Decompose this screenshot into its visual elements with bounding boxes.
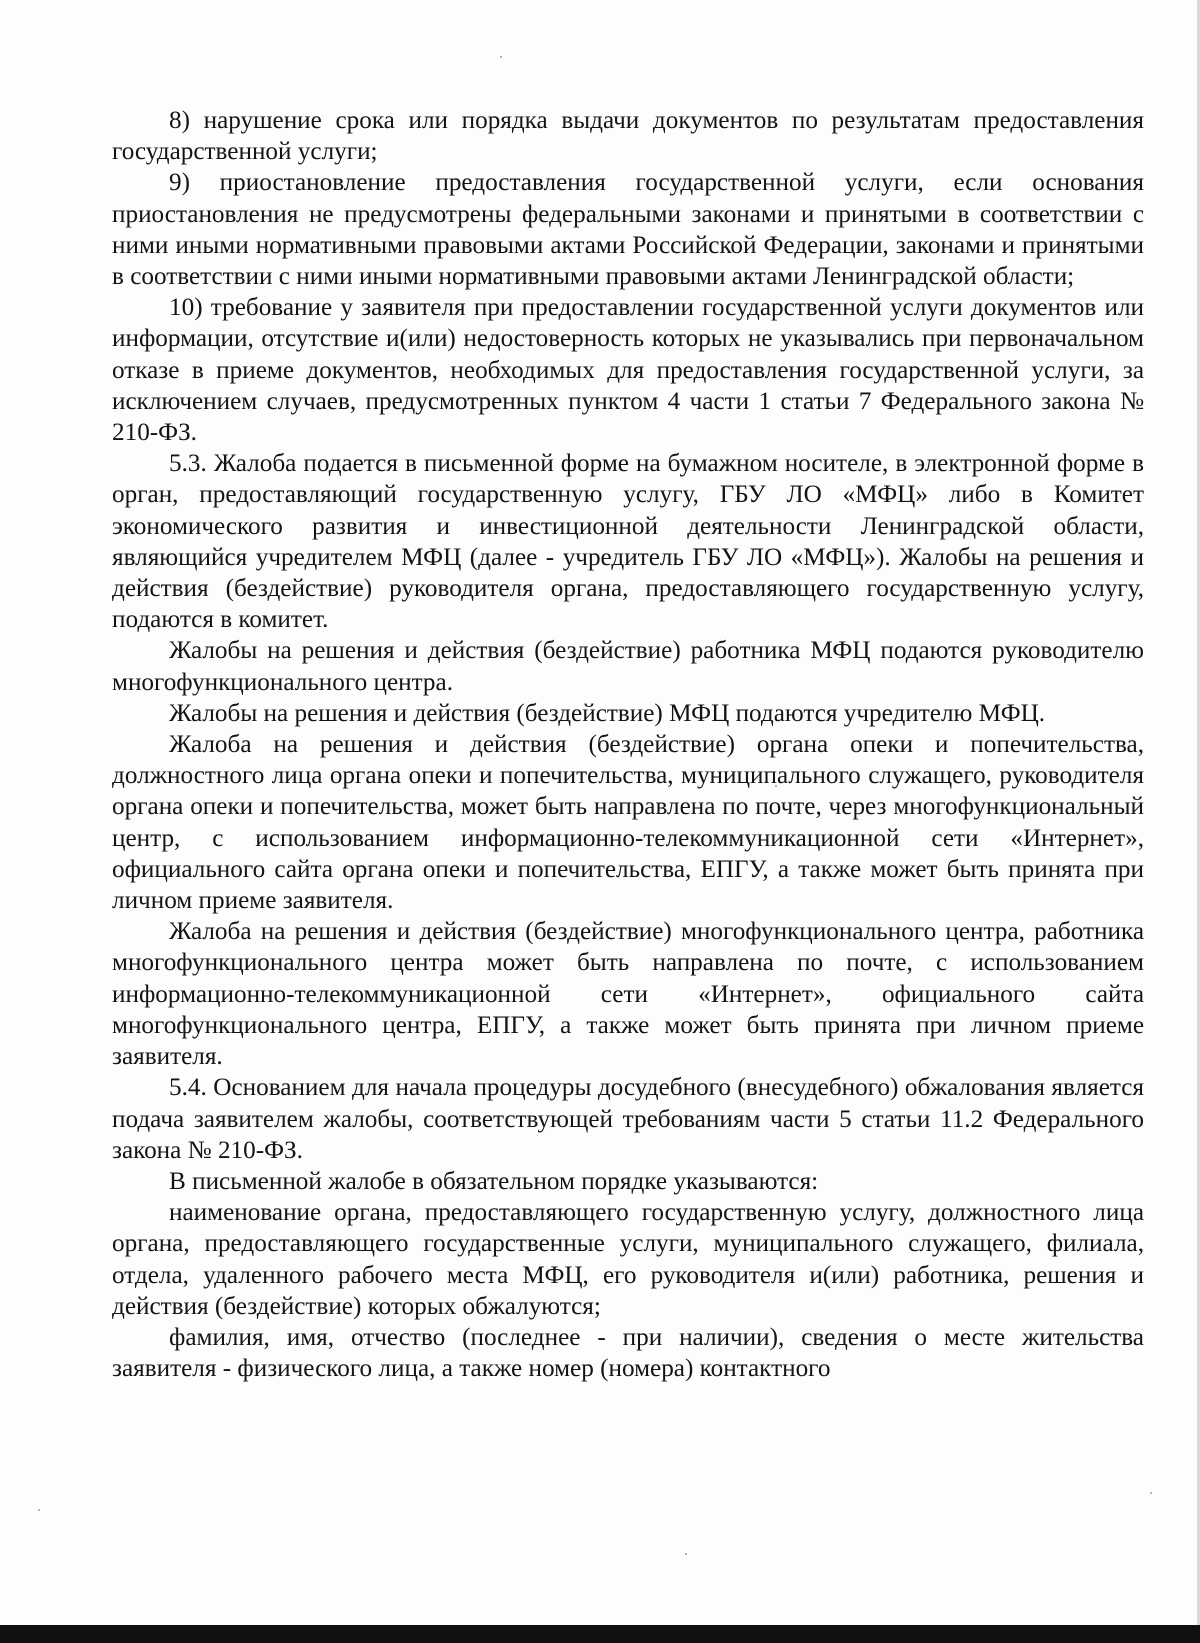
paragraph-5-4: 5.4. Основанием для начала процедуры досудебного (внесудебного) обжалования является подача заявителем жалобы, соответствующей требованиям части 5 статьи 11.2 Федерального закона № 210-ФЗ.	[112, 1074, 1144, 1164]
scan-speck	[685, 1553, 687, 1555]
paragraph-complaint-mfc-center: Жалоба на решения и действия (бездействие) многофункционального центра, работника многофункционального центра может быть направлена по почте, с использованием информационно-телекоммуникационной сети «Интернет», официального сайта многофункционального центра, ЕПГУ, а также может быть принята при личном приеме заявителя.	[112, 918, 1144, 1071]
paragraph-item-9: 9) приостановление предоставления государственной услуги, если основания приостановления не предусмотрены федеральными законами и принятыми в соответствии с ними иными нормативными правовыми актами Российской Федерации, законами и принятыми в соответствии с ними иными нормативными правовыми актами Ленинградской области;	[112, 169, 1144, 291]
paragraph-written-complaint: В письменной жалобе в обязательном порядке указываются:	[169, 1167, 819, 1195]
scan-bottom-border	[0, 1625, 1200, 1643]
paragraph-complaint-guardianship: Жалоба на решения и действия (бездействие) органа опеки и попечительства, должностного лица органа опеки и попечительства, муниципального служащего, руководителя органа опеки и попечительства, может быть направлена по почте, через многофункциональный центр, с использованием информационно-телекоммуникационной сети «Интернет», официального сайта органа опеки и попечительства, ЕПГУ, а также может быть принята при личном приеме заявителя.	[112, 731, 1144, 915]
paragraph-complaint-mfc: Жалобы на решения и действия (бездействие) МФЦ подаются учредителю МФЦ.	[169, 699, 1046, 727]
document-text	[112, 105, 1144, 1384]
paragraph-complaint-mfc-worker: Жалобы на решения и действия (бездействие) работника МФЦ подаются руководителю многофункционального центра.	[112, 637, 1144, 696]
paragraph-applicant-name: фамилия, имя, отчество (последнее - при наличии), сведения о месте жительства заявителя - физического лица, а также номер (номера) контактного	[112, 1323, 1144, 1383]
scan-speck	[500, 56, 502, 58]
scan-speck	[1150, 1492, 1152, 1494]
paragraph-authority-name: наименование органа, предоставляющего государственную услугу, должностного лица органа, предоставляющего государственные услуги, муниципального служащего, филиала, отдела, удаленного рабочего места МФЦ, его руководителя и(или) работника, решения и действия (бездействие) которых обжалуются;	[112, 1199, 1144, 1320]
paragraph-item-10: 10) требование у заявителя при предоставлении государственной услуги документов или информации, отсутствие и(или) недостоверность которых не указывались при первоначальном отказе в приеме документов, необходимых для предоставления государственной услуги, за исключением случаев, предусмотренных пунктом 4 части 1 статьи 7 Федерального закона № 210-ФЗ.	[112, 294, 1144, 447]
paragraph-5-3: 5.3. Жалоба подается в письменной форме на бумажном носителе, в электронной форме в орган, предоставляющий государственную услугу, ГБУ ЛО «МФЦ» либо в Комитет экономического развития и инвестиционной деятельности Ленинградской области, являющийся учредителем МФЦ (далее - учредитель ГБУ ЛО «МФЦ»). Жалобы на решения и действия (бездействие) руководителя органа, предоставляющего государственную услугу, подаются в комитет.	[112, 450, 1144, 634]
paragraph-item-8: 8) нарушение срока или порядка выдачи документов по результатам предоставления государственной услуги;	[112, 107, 1144, 166]
scan-speck	[38, 1509, 40, 1511]
